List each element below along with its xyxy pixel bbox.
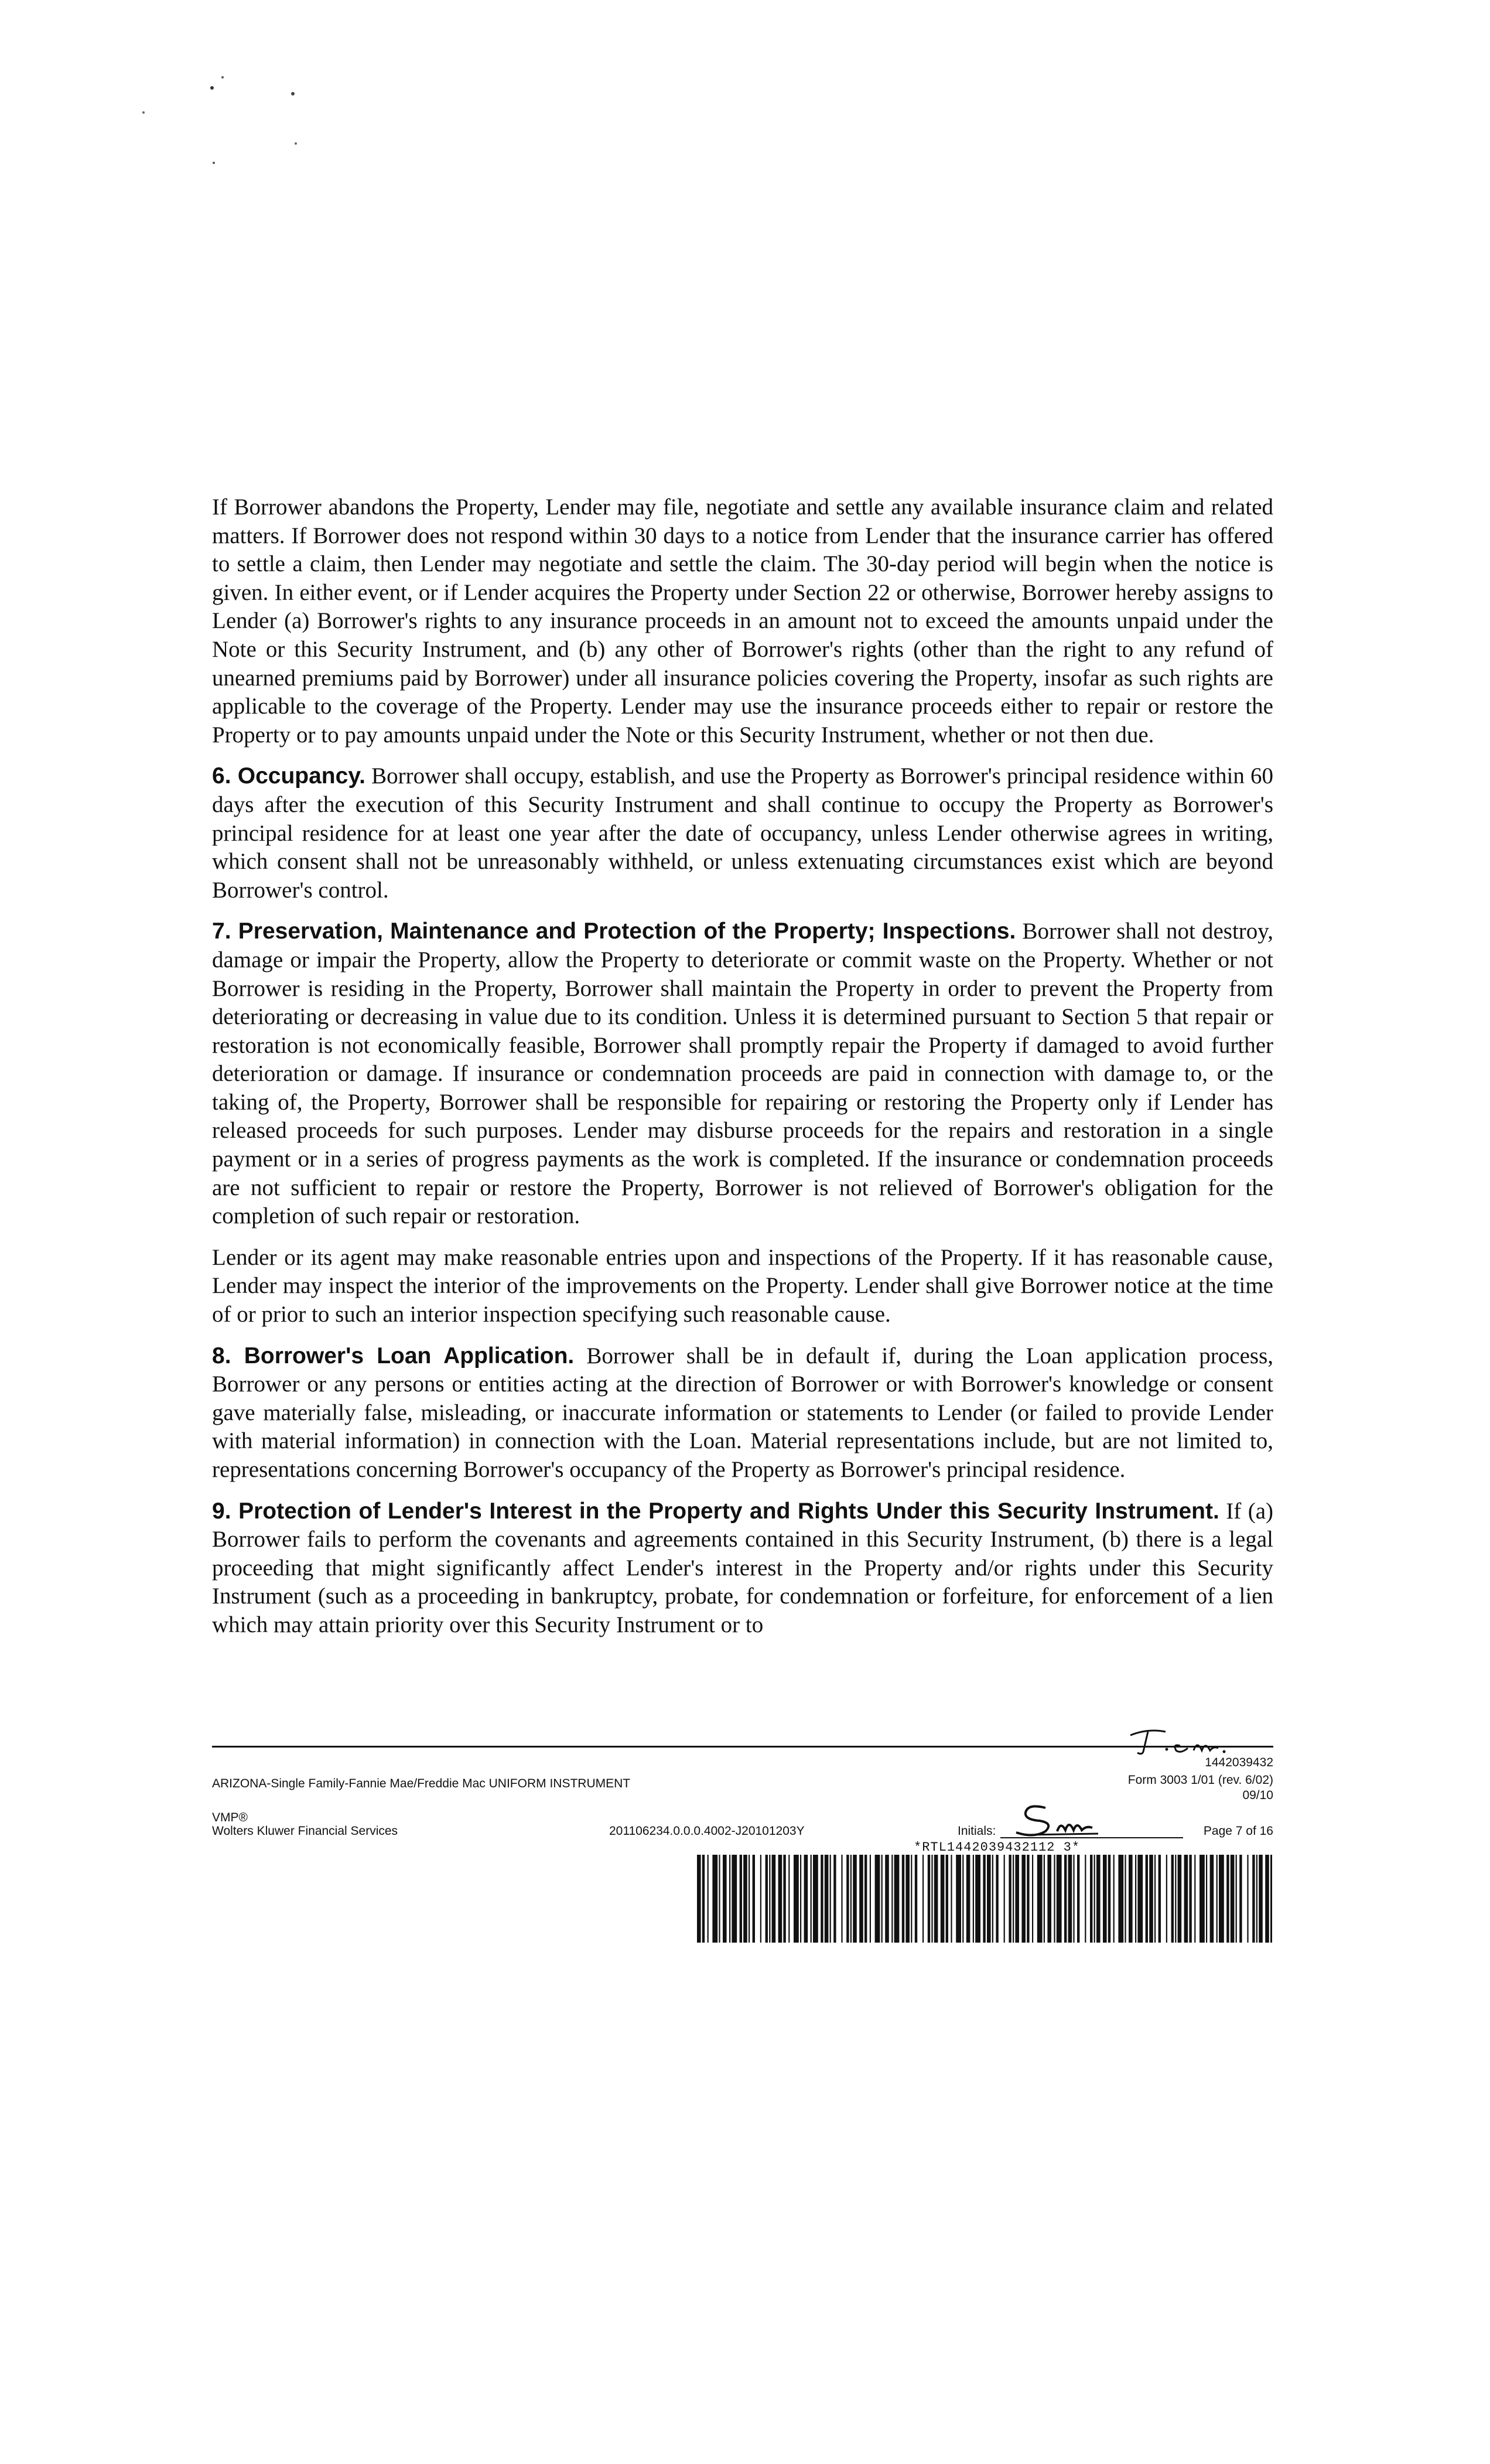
barcode-bar: [800, 1855, 801, 1943]
barcode-bar: [821, 1855, 823, 1943]
barcode-bar: [1057, 1855, 1062, 1943]
barcode-bar: [1044, 1855, 1045, 1943]
section-6-heading: 6. Occupancy.: [212, 763, 365, 789]
barcode-bar: [962, 1855, 963, 1943]
barcode-bar: [765, 1855, 768, 1943]
barcode-bar: [1096, 1855, 1101, 1943]
footer-divider: [212, 1746, 1273, 1748]
barcode-bar: [915, 1855, 917, 1943]
barcode-bar: [983, 1855, 985, 1943]
barcode-bar: [1085, 1855, 1086, 1943]
section-7-heading: 7. Preservation, Maintenance and Protection of the Property; Inspections.: [212, 919, 1016, 944]
barcode-bar: [825, 1855, 829, 1943]
barcode-bar: [1037, 1855, 1043, 1943]
barcode-bar: [891, 1855, 893, 1943]
barcode-bar: [911, 1855, 912, 1943]
initials-label: Initials:: [958, 1824, 996, 1838]
barcode-bar: [1015, 1855, 1019, 1943]
barcode-bar: [951, 1855, 952, 1943]
barcode-bar: [846, 1855, 849, 1943]
barcode-bar: [1219, 1855, 1224, 1943]
section-7-text: Borrower shall not destroy, damage or impair the Property, allow the Property to deteriorate or commit waste on the Property. Whether or not Borrower is residing in the Property, Borrower shall maintain the Property in order to prevent the Property from deteriorating or decreasing in value due to its condition. Unless it is determined pursuant to Section 5 that repair or restoration is not economically feasible, Borrower shall promptly repair the Property if damaged to avoid further deterioration or damage. If insurance or condemnation proceeds are paid in connection with damage to, or the taking of, the Property, Borrower shall be responsible for repairing or restoring the Property only if Lender has released proceeds for such purposes. Lender may disburse proceeds for the repairs and restoration in a single payment or in a series of progress payments as the work is completed. If the insurance or condemnation proceeds are not sufficient to repair or restore the Property, Borrower is not relieved of Borrower's obligation for the completion of such repair or restoration.: [212, 919, 1273, 1229]
barcode-bar: [753, 1855, 755, 1943]
barcode-bar: [1210, 1855, 1214, 1943]
barcode-bar: [1047, 1855, 1051, 1943]
barcode-bar: [864, 1855, 867, 1943]
barcode-bar: [1137, 1855, 1143, 1943]
document-body: [212, 493, 1273, 1653]
barcode-bar: [1270, 1855, 1272, 1943]
barcode-bar: [760, 1855, 761, 1943]
barcode-bar: [1194, 1855, 1195, 1943]
barcode-bar: [956, 1855, 961, 1943]
barcode-bar: [1108, 1855, 1110, 1943]
barcode-bar: [859, 1855, 863, 1943]
barcode-bar: [712, 1855, 717, 1943]
barcode-text: *RTL1442039432112 3*: [914, 1840, 1081, 1855]
barcode-bar: [1256, 1855, 1257, 1943]
barcode-bar: [1158, 1855, 1161, 1943]
publisher: Wolters Kluwer Financial Services: [212, 1824, 398, 1838]
barcode-bar: [922, 1855, 924, 1943]
barcode-bar: [1073, 1855, 1074, 1943]
barcode-bar: [1247, 1855, 1248, 1943]
barcode-bar: [1094, 1855, 1095, 1943]
barcode-bar: [841, 1855, 842, 1943]
barcode-bar: [811, 1855, 812, 1943]
barcode-bar: [833, 1855, 836, 1943]
barcode-bar: [1103, 1855, 1107, 1943]
vmp-label: VMP®: [212, 1811, 248, 1824]
barcode-bar: [1252, 1855, 1255, 1943]
barcode-bar: [1125, 1855, 1126, 1943]
barcode-bar: [772, 1855, 776, 1943]
barcode-bar: [1129, 1855, 1133, 1943]
barcode-bar: [1171, 1855, 1174, 1943]
section-9-heading: 9. Protection of Lender's Interest in the Property and Rights Under this Security Instrument.: [212, 1498, 1219, 1524]
barcode-bar: [875, 1855, 880, 1943]
page-number: Page 7 of 16: [1203, 1824, 1273, 1838]
barcode-bar: [1236, 1855, 1237, 1943]
insurance-paragraph: If Borrower abandons the Property, Lender may file, negotiate and settle any available insurance claim and related matters. If Borrower does not respond within 30 days to a notice from Lender that the insurance carrier has offered to settle a claim, then Lender may negotiate and settle the claim. The 30-day period will begin when the notice is given. In either event, or if Lender acquires the Property under Section 22 or otherwise, Borrower hereby assigns to Lender (a) Borrower's rights to any insurance proceeds in an amount not to exceed the amounts unpaid under the Note or this Security Instrument, and (b) any other of Borrower's rights (other than the right to any refund of unearned premiums paid by Borrower) under all insurance policies covering the Property, insofar as such rights are applicable to the coverage of the Property. Lender may use the insurance proceeds either to repair or restore the Property or to pay amounts unpaid under the Note or this Security Instrument, whether or not then due.: [212, 494, 1273, 748]
barcode-bar: [729, 1855, 730, 1943]
barcode-bar: [946, 1855, 948, 1943]
barcode-bar: [1175, 1855, 1176, 1943]
section-8-text: Borrower shall be in default if, during the Loan application process, Borrower or any persons or entities acting at the direction of Borrower or with Borrower's knowledge or consent gave materially false, misleading, or inaccurate information or statements to Lender (or failed to provide Lender with material information) in connection with the Loan. Material representations include, but are not limited to, representations concerning Borrower's occupancy of the Property as Borrower's principal residence.: [212, 1343, 1273, 1482]
barcode-bar: [1239, 1855, 1242, 1943]
form-number: Form 3003 1/01 (rev. 6/02): [1127, 1773, 1273, 1787]
barcode-bar: [1199, 1855, 1205, 1943]
barcode-bar: [1004, 1855, 1005, 1943]
barcode-bar: [931, 1855, 932, 1943]
barcode-bar: [1149, 1855, 1153, 1943]
barcode-bar: [740, 1855, 742, 1943]
barcode: [697, 1855, 1272, 1943]
section-6-occupancy: [212, 762, 1273, 905]
section-7-preservation: [212, 917, 1273, 1231]
scan-specks: [0, 0, 1490, 234]
barcode-bar: [749, 1855, 750, 1943]
barcode-bar: [894, 1855, 900, 1943]
barcode-bar: [1166, 1855, 1167, 1943]
barcode-bar: [1113, 1855, 1115, 1943]
barcode-bar: [853, 1855, 857, 1943]
form-name: ARIZONA-Single Family-Fannie Mae/Freddie Mac UNIFORM INSTRUMENT: [212, 1777, 631, 1790]
barcode-bar: [885, 1855, 889, 1943]
barcode-bar: [1077, 1855, 1079, 1943]
barcode-bar: [769, 1855, 770, 1943]
barcode-bar: [973, 1855, 974, 1943]
barcode-bar: [1146, 1855, 1148, 1943]
section-8-heading: 8. Borrower's Loan Application.: [212, 1343, 575, 1368]
barcode-bar: [902, 1855, 904, 1943]
barcode-bar: [941, 1855, 945, 1943]
barcode-bar: [1068, 1855, 1072, 1943]
barcode-bar: [1216, 1855, 1218, 1943]
barcode-bar: [1054, 1855, 1055, 1943]
barcode-bar: [1154, 1855, 1156, 1943]
barcode-bar: [719, 1855, 720, 1943]
barcode-bar: [987, 1855, 991, 1943]
barcode-bar: [830, 1855, 831, 1943]
barcode-bar: [1064, 1855, 1067, 1943]
barcode-bar: [870, 1855, 871, 1943]
barcode-bar: [881, 1855, 883, 1943]
barcode-bar: [1009, 1855, 1011, 1943]
barcode-bar: [1021, 1855, 1026, 1943]
handwritten-initials-top: [1125, 1722, 1265, 1757]
revision-date: 09/10: [1242, 1789, 1273, 1802]
barcode-bar: [1226, 1855, 1229, 1943]
handwritten-initials-sm: [1004, 1800, 1180, 1841]
barcode-bar: [794, 1855, 799, 1943]
barcode-bar: [934, 1855, 938, 1943]
barcode-bar: [1206, 1855, 1207, 1943]
barcode-bar: [1027, 1855, 1029, 1943]
barcode-bar: [992, 1855, 993, 1943]
barcode-bar: [708, 1855, 709, 1943]
barcode-bar: [1189, 1855, 1191, 1943]
barcode-bar: [1135, 1855, 1136, 1943]
barcode-bar: [732, 1855, 737, 1943]
barcode-bar: [788, 1855, 790, 1943]
barcode-bar: [1184, 1855, 1188, 1943]
section-6-text: Borrower shall occupy, establish, and use the Property as Borrower's principal residence within 60 days after the execution of this Security Instrument and shall continue to occupy the Property as Borrower's principal residence for at least one year after the date of occupancy, unless Lender otherwise agrees in writing, which consent shall not be unreasonably withheld, or unless extenuating circumstances exist which are beyond Borrower's control.: [212, 763, 1273, 903]
section-9-text: If (a) Borrower fails to perform the covenants and agreements contained in this Security Instrument, (b) there is a legal proceeding that might significantly affect Lender's interest in the Property and/or rights under this Security Instrument (such as a proceeding in bankruptcy, probate, for condemnation or forfeiture, for enforcement of a lien which may attain priority over this Security Instrument or to: [212, 1498, 1273, 1637]
barcode-bar: [850, 1855, 852, 1943]
document-id: 201106234.0.0.0.4002-J20101203Y: [609, 1824, 805, 1838]
barcode-bar: [928, 1855, 930, 1943]
barcode-bar: [1231, 1855, 1235, 1943]
barcode-bar: [1178, 1855, 1182, 1943]
barcode-bar: [804, 1855, 808, 1943]
barcode-bar: [905, 1855, 910, 1943]
barcode-bar: [996, 1855, 998, 1943]
barcode-bar: [723, 1855, 727, 1943]
barcode-bar: [1090, 1855, 1092, 1943]
barcode-bar: [813, 1855, 818, 1943]
barcode-bar: [1032, 1855, 1033, 1943]
barcode-bar: [783, 1855, 785, 1943]
barcode-bar: [1259, 1855, 1263, 1943]
barcode-bar: [1118, 1855, 1123, 1943]
barcode-bar: [702, 1855, 705, 1943]
barcode-bar: [743, 1855, 747, 1943]
barcode-bar: [1265, 1855, 1269, 1943]
barcode-bar: [1013, 1855, 1014, 1943]
barcode-bar: [697, 1855, 701, 1943]
section-9-protection: [212, 1497, 1273, 1640]
section-7-inspections-paragraph: Lender or its agent may make reasonable entries upon and inspections of the Property. If it has reasonable cause, Lender may inspect the interior of the improvements on the Property. Lender shall give Borrower notice at the time of or prior to such an interior inspection specifying such reasonable cause.: [212, 1244, 1273, 1327]
barcode-bar: [975, 1855, 980, 1943]
barcode-bar: [778, 1855, 782, 1943]
barcode-bar: [966, 1855, 970, 1943]
loan-number: 1442039432: [1205, 1756, 1273, 1769]
section-8-loan-application: [212, 1342, 1273, 1484]
